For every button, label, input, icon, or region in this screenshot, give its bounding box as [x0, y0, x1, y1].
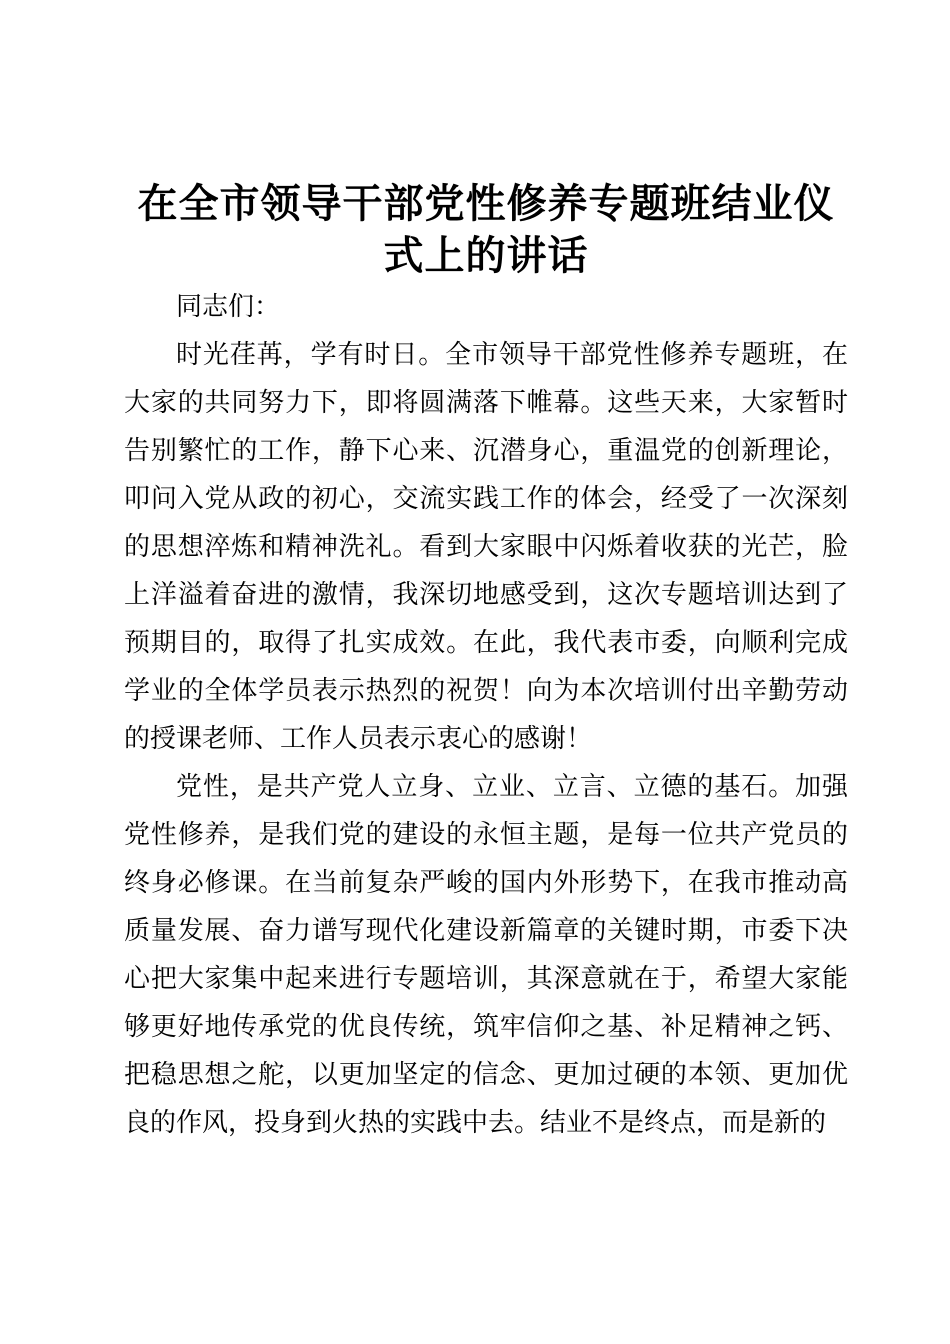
- paragraph: 时光荏苒，学有时日。全市领导干部党性修养专题班，在大家的共同努力下，即将圆满落下帷幕。这些天来，大家暂时告别繁忙的工作，静下心来、沉潜身心，重温党的创新理论，叩问入党从政的初心，交流实践工作的体会，经受了一次深刻的思想淬炼和精神洗礼。看到大家眼中闪烁着收获的光芒，脸上洋溢着奋进的激情，我深切地感受到，这次专题培训达到了预期目的，取得了扎实成效。在此，我代表市委，向顺利完成学业的全体学员表示热烈的祝贺！向为本次培训付出辛勤劳动的授课老师、工作人员表示衷心的感谢！: [124, 339, 848, 753]
- salutation: 同志们：: [176, 291, 281, 321]
- document-title: 在全市领导干部党性修养专题班结业仪式上的讲话: [137, 181, 835, 278]
- document-body: [124, 282, 848, 1146]
- paragraph: 党性，是共产党人立身、立业、立言、立德的基石。加强党性修养，是我们党的建设的永恒主题，是每一位共产党员的终身必修课。在当前复杂严峻的国内外形势下，在我市推动高质量发展、奋力谱写现代化建设新篇章的关键时期，市委下决心把大家集中起来进行专题培训，其深意就在于，希望大家能够更好地传承党的优良传统，筑牢信仰之基、补足精神之钙、把稳思想之舵，以更加坚定的信念、更加过硬的本领、更加优良的作风，投身到火热的实践中去。结业不是终点，而是新的: [124, 771, 848, 1137]
